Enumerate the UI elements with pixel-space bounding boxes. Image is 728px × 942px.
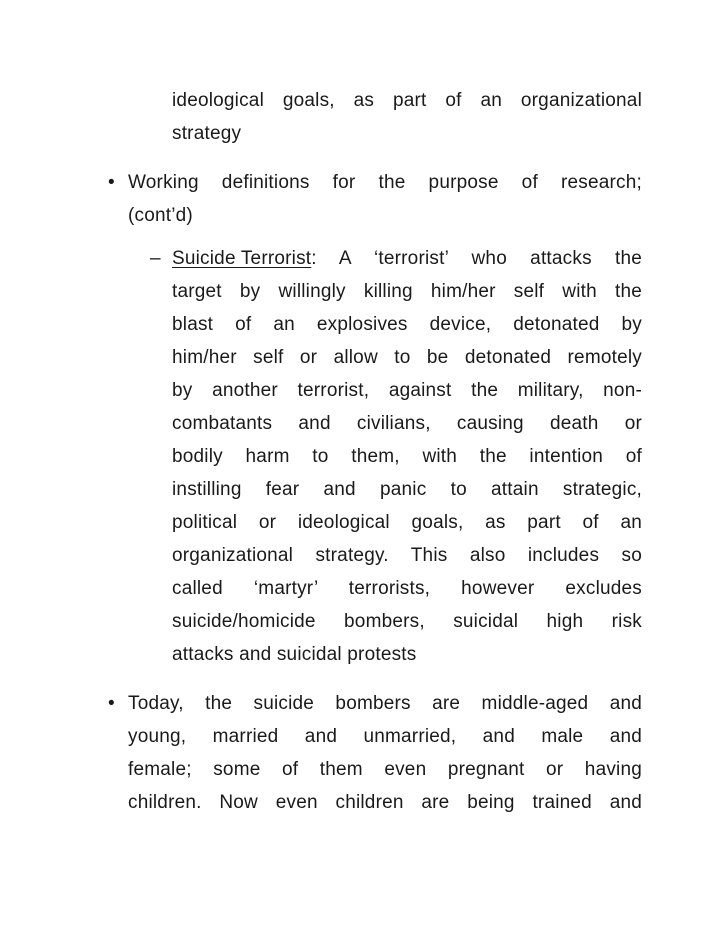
bullet-line: Today, the suicide bombers are middle-aged and	[128, 693, 642, 714]
bullet-line: young, married and unmarried, and male and	[128, 726, 642, 747]
definition-line: suicide/homicide bombers, suicidal high risk	[172, 611, 642, 632]
definition-line: attacks and suicidal protests	[172, 644, 417, 665]
definition-line: blast of an explosives device, detonated by	[172, 314, 642, 335]
dash-marker: –	[150, 248, 161, 269]
continuation-line: strategy	[172, 123, 242, 144]
definition-line: him/her self or allow to be detonated remotely	[172, 347, 642, 368]
continuation-line: ideological goals, as part of an organizational	[172, 90, 642, 111]
definition-line: by another terrorist, against the military, non-	[172, 380, 642, 401]
bullet-marker: •	[108, 172, 115, 193]
definition-line: instilling fear and panic to attain strategic,	[172, 479, 642, 500]
definition-lead: : A ‘terrorist’ who attacks the	[311, 248, 642, 269]
bullet-line: (cont’d)	[128, 205, 193, 226]
definition-line: combatants and civilians, causing death or	[172, 413, 642, 434]
bullet-line: children. Now even children are being trained and	[128, 792, 642, 813]
term-suicide-terrorist: Suicide Terrorist	[172, 248, 312, 269]
bullet-marker: •	[108, 693, 115, 714]
definition-line: target by willingly killing him/her self with the	[172, 281, 642, 302]
definition-line: called ‘martyr’ terrorists, however excludes	[172, 578, 642, 599]
definition-line: political or ideological goals, as part of an	[172, 512, 642, 533]
bullet-line: female; some of them even pregnant or having	[128, 759, 642, 780]
definition-first-line	[172, 248, 642, 270]
definition-line: organizational strategy. This also includes so	[172, 545, 642, 566]
bullet-line: Working definitions for the purpose of research;	[128, 172, 642, 193]
definition-line: bodily harm to them, with the intention of	[172, 446, 642, 467]
